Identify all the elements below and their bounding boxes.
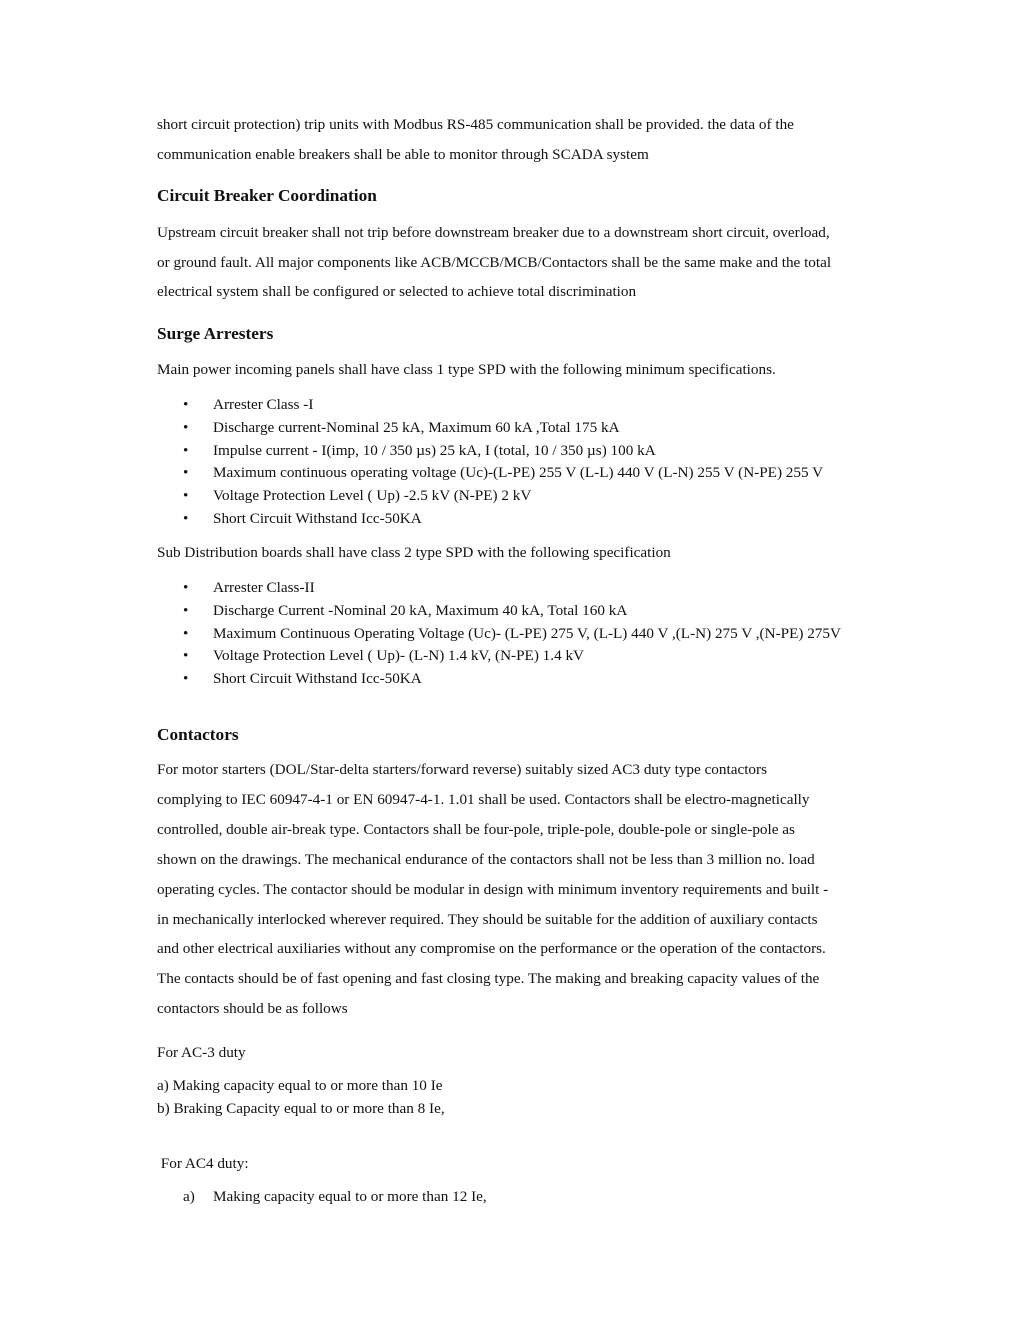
bullet-icon: •: [183, 601, 189, 619]
ac3-item: b) Braking Capacity equal to or more than 8 Ie,: [157, 1099, 445, 1117]
surge-sub-intro: Sub Distribution boards shall have class 2 type SPD with the following specification: [157, 544, 671, 561]
list-item: [183, 417, 823, 440]
heading-surge-arresters: Surge Arresters: [157, 324, 274, 343]
bullet-icon: •: [183, 509, 189, 527]
surge-main-list: [183, 394, 823, 531]
contactors-line: For motor starters (DOL/Star-delta starters/forward reverse) suitably sized AC3 duty type contactors: [157, 761, 767, 778]
list-item-text: Voltage Protection Level ( Up) -2.5 kV (N-PE) 2 kV: [213, 487, 532, 505]
ac3-duty-label: For AC-3 duty: [157, 1044, 246, 1061]
list-item-text: Maximum Continuous Operating Voltage (Uc)- (L-PE) 275 V, (L-L) 440 V ,(L-N) 275 V ,(N-PE) 275V: [213, 624, 841, 642]
contactors-line: complying to IEC 60947-4-1 or EN 60947-4-1. 1.01 shall be used. Contactors shall be electro-magnetically: [157, 790, 810, 808]
heading-contactors: Contactors: [157, 725, 239, 744]
list-item: [183, 462, 823, 485]
bullet-icon: •: [183, 670, 189, 688]
coordination-line: electrical system shall be configured or selected to achieve total discrimination: [157, 283, 637, 300]
list-item-text: Short Circuit Withstand Icc-50KA: [213, 509, 422, 527]
surge-main-intro: Main power incoming panels shall have class 1 type SPD with the following minimum specifications.: [157, 361, 776, 378]
bullet-icon: •: [183, 624, 189, 642]
contactors-line: operating cycles. The contactor should be modular in design with minimum inventory requirements and built -: [157, 880, 829, 898]
list-item-text: Discharge Current -Nominal 20 kA, Maximum 40 kA, Total 160 kA: [213, 601, 628, 619]
list-item: [183, 645, 841, 668]
ac3-item: a) Making capacity equal to or more than 10 Ie: [157, 1077, 443, 1094]
ac4-duty-label: For AC4 duty:: [157, 1155, 249, 1172]
list-item-text: Short Circuit Withstand Icc-50KA: [213, 670, 422, 688]
contactors-line: in mechanically interlocked wherever required. They should be suitable for the addition of auxiliary contacts: [157, 910, 818, 928]
coordination-paragraph: [157, 218, 831, 307]
list-item-text: Voltage Protection Level ( Up)- (L-N) 1.4 kV, (N-PE) 1.4 kV: [213, 647, 585, 665]
bullet-icon: •: [183, 579, 189, 596]
bullet-icon: •: [183, 396, 189, 413]
list-item-text: Discharge current-Nominal 25 kA, Maximum 60 kA ,Total 175 kA: [213, 418, 620, 436]
list-item-text: Impulse current - I(imp, 10 / 350 µs) 25 kA, I (total, 10 / 350 µs) 100 kA: [213, 441, 656, 459]
list-item: [183, 508, 823, 531]
intro-line: communication enable breakers shall be able to monitor through SCADA system: [157, 145, 649, 163]
list-item: [183, 394, 823, 417]
contactors-line: controlled, double air-break type. Contactors shall be four-pole, triple-pole, double-pole or single-pole as: [157, 820, 795, 838]
list-item: [183, 1186, 487, 1208]
intro-line: short circuit protection) trip units with Modbus RS-485 communication shall be provided. the data of the: [157, 116, 794, 133]
list-item-text: Arrester Class-II: [213, 579, 315, 596]
surge-sub-list: [183, 577, 841, 691]
intro-paragraph: [157, 110, 794, 169]
heading-circuit-breaker-coordination: Circuit Breaker Coordination: [157, 186, 377, 205]
contactors-paragraph: [157, 755, 828, 1024]
list-item-text: Arrester Class -I: [213, 396, 314, 413]
bullet-icon: •: [183, 647, 189, 665]
list-item: [183, 668, 841, 691]
contactors-line: shown on the drawings. The mechanical endurance of the contactors shall not be less than 3 million no. load: [157, 850, 815, 868]
contactors-line: and other electrical auxiliaries without any compromise on the performance or the operation of the contactors.: [157, 940, 826, 958]
contactors-line: The contacts should be of fast opening and fast closing type. The making and breaking capacity values of the: [157, 970, 820, 988]
list-item-text: Making capacity equal to or more than 12 Ie,: [213, 1188, 487, 1205]
bullet-icon: •: [183, 487, 189, 505]
coordination-line: or ground fault. All major components like ACB/MCCB/MCB/Contactors shall be the same make and the total: [157, 253, 832, 271]
bullet-icon: •: [183, 464, 189, 482]
list-item: [183, 440, 823, 463]
ac4-duty-list: [183, 1186, 487, 1208]
list-marker: a): [183, 1188, 195, 1205]
list-item: [183, 623, 841, 646]
coordination-line: Upstream circuit breaker shall not trip before downstream breaker due to a downstream short circuit, overload,: [157, 224, 830, 241]
list-item: [183, 577, 841, 600]
ac3-duty-list: [157, 1075, 445, 1120]
list-item: [183, 600, 841, 623]
list-item-text: Maximum continuous operating voltage (Uc)-(L-PE) 255 V (L-L) 440 V (L-N) 255 V (N-PE) 255 V: [213, 464, 824, 482]
list-item: [183, 485, 823, 508]
bullet-icon: •: [183, 441, 189, 459]
contactors-line: contactors should be as follows: [157, 1000, 348, 1018]
bullet-icon: •: [183, 418, 189, 436]
